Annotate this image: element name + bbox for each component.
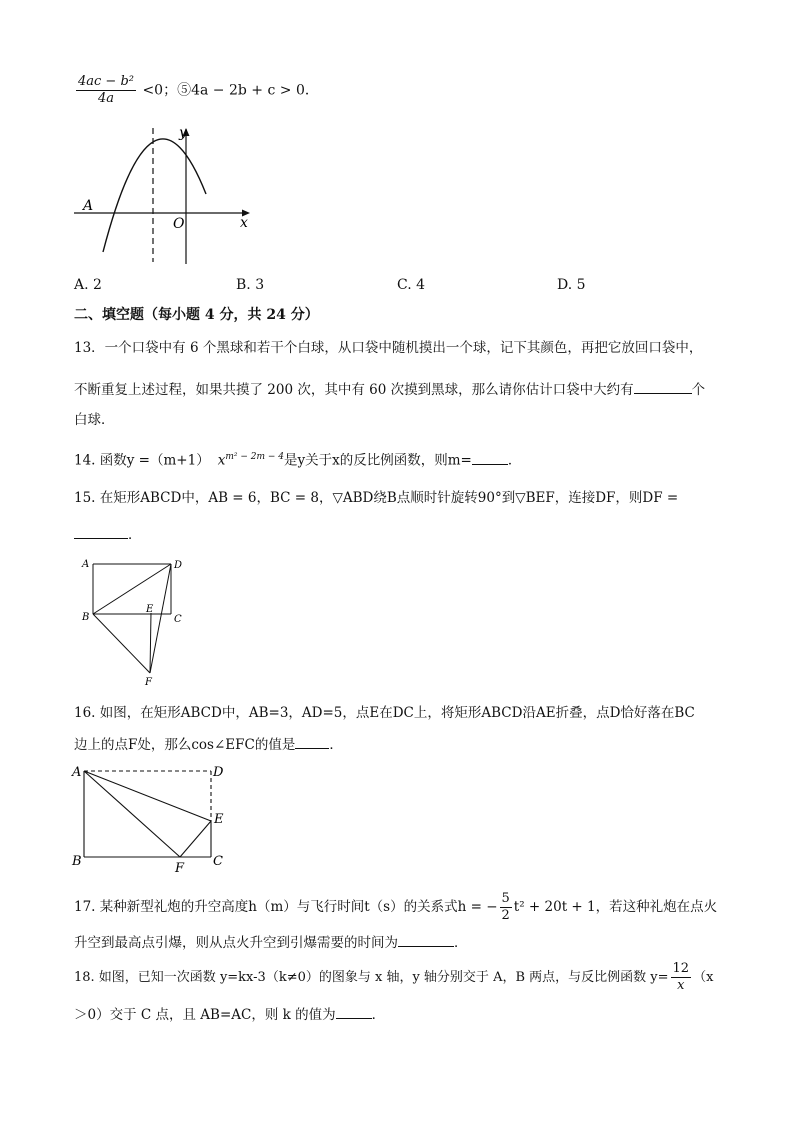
q13-line1: 13．一个口袋中有 6 个黑球和若干个白球，从口袋中随机摸出一个球，记下其颜色，再把它放回口袋中，	[74, 340, 703, 356]
q14-answer-blank	[472, 450, 508, 465]
q18-tail: ．	[371, 1007, 386, 1023]
q16-line1: 16. 如图，在矩形ABCD中，AB=3，AD=5，点E在DC上，将矩形ABCD沿AE折叠，点D恰好落在BC	[74, 705, 695, 721]
q17-tail: ．	[454, 935, 468, 951]
option-c: C. 4	[397, 277, 426, 293]
q13-answer-blank	[634, 379, 692, 394]
q13-line2	[74, 379, 705, 400]
q18-prefix: 18. 如图，已知一次函数 y=kx-3（k≠0）的图象与 x 轴，y 轴分别交于 A，B 两点，与反比例函数 y=	[74, 970, 669, 985]
label-x: x	[240, 215, 248, 231]
label-e: E	[214, 812, 224, 827]
fraction-numerator: 4ac − b²	[78, 74, 134, 89]
label-y: y	[179, 125, 187, 141]
q17-frac-den: 2	[501, 908, 510, 923]
label-a: A	[83, 198, 94, 214]
q18-answer-blank	[336, 1004, 372, 1019]
q14-exponent: m² − 2m − 4	[225, 452, 284, 462]
label-f: F	[145, 677, 152, 688]
q14-prefix: 14. 函数y =（m+1）	[74, 452, 210, 469]
q15-tail: ．	[128, 527, 142, 543]
q18-line2-text: ＞0）交于 C 点，且 AB=AC，则 k 的值为	[74, 1007, 336, 1023]
parabola-curve	[103, 139, 206, 252]
label-f: F	[175, 861, 185, 876]
q18-line1	[74, 961, 713, 994]
q17-frac-num: 5	[501, 891, 510, 906]
q14-middle: 是y关于x的反比例函数，则m=	[283, 452, 472, 469]
label-origin: O	[173, 216, 185, 232]
q13-line2-text: 不断重复上述过程，如果共摸了 200 次，其中有 60 次摸到黑球，那么请你估计口袋中大约有	[74, 382, 634, 398]
q16-line2	[74, 734, 343, 755]
q14	[74, 447, 521, 471]
section-title: 二、填空题（每小题 4 分，共 24 分）	[74, 307, 319, 323]
label-b: B	[82, 612, 90, 623]
label-d: D	[174, 560, 183, 571]
label-a: A	[72, 765, 82, 780]
q16-line2-text: 边上的点F处，那么cos∠EFC的值是	[74, 737, 296, 753]
q14-tail: ．	[507, 452, 522, 469]
option-b: B. 3	[236, 277, 265, 293]
q17-line2	[74, 932, 468, 953]
q17-line2-text: 升空到最高点引爆，则从点火升空到引爆需要的时间为	[74, 935, 398, 951]
parabola-graph	[70, 120, 260, 270]
label-b: B	[72, 854, 82, 869]
label-c: C	[174, 614, 182, 625]
q13-line3: 白球．	[74, 412, 115, 428]
rotation-figure	[78, 555, 188, 689]
condition-fraction	[76, 74, 136, 107]
q16-answer-blank	[295, 734, 329, 749]
label-d: D	[213, 765, 224, 780]
q15-answer-blank	[74, 524, 128, 539]
label-c: C	[213, 854, 223, 869]
q17-fraction	[500, 891, 512, 924]
fraction-denominator: 4a	[97, 91, 115, 106]
q18-frac-num: 12	[672, 961, 690, 976]
q16-tail: ．	[329, 737, 343, 753]
condition-rest: <0；⑤4a − 2b + c > 0．	[142, 82, 319, 99]
q13-line2-tail: 个	[691, 382, 706, 398]
top-condition	[74, 74, 319, 107]
q18-fraction	[671, 961, 692, 994]
q15-line2	[74, 524, 142, 545]
q18-line2	[74, 1004, 385, 1025]
option-d: D. 5	[557, 277, 586, 293]
folding-figure	[68, 760, 238, 876]
q17-line1	[74, 891, 717, 924]
q17-suffix: t² + 20t + 1，若这种礼炮在点火	[513, 899, 718, 915]
q18-suffix: （x	[693, 970, 714, 985]
option-a: A. 2	[74, 277, 102, 293]
label-a: A	[82, 559, 90, 570]
label-e: E	[146, 604, 154, 615]
q17-prefix: 17. 某种新型礼炮的升空高度h（m）与飞行时间t（s）的关系式h = −	[74, 899, 498, 915]
q15-line1: 15. 在矩形ABCD中，AB = 6，BC = 8，▽ABD绕B点顺时针旋转90°到▽BEF，连接DF，则DF =	[74, 490, 679, 506]
q17-answer-blank	[398, 932, 454, 947]
q14-base: x	[217, 452, 226, 469]
q18-frac-den: x	[677, 978, 685, 993]
